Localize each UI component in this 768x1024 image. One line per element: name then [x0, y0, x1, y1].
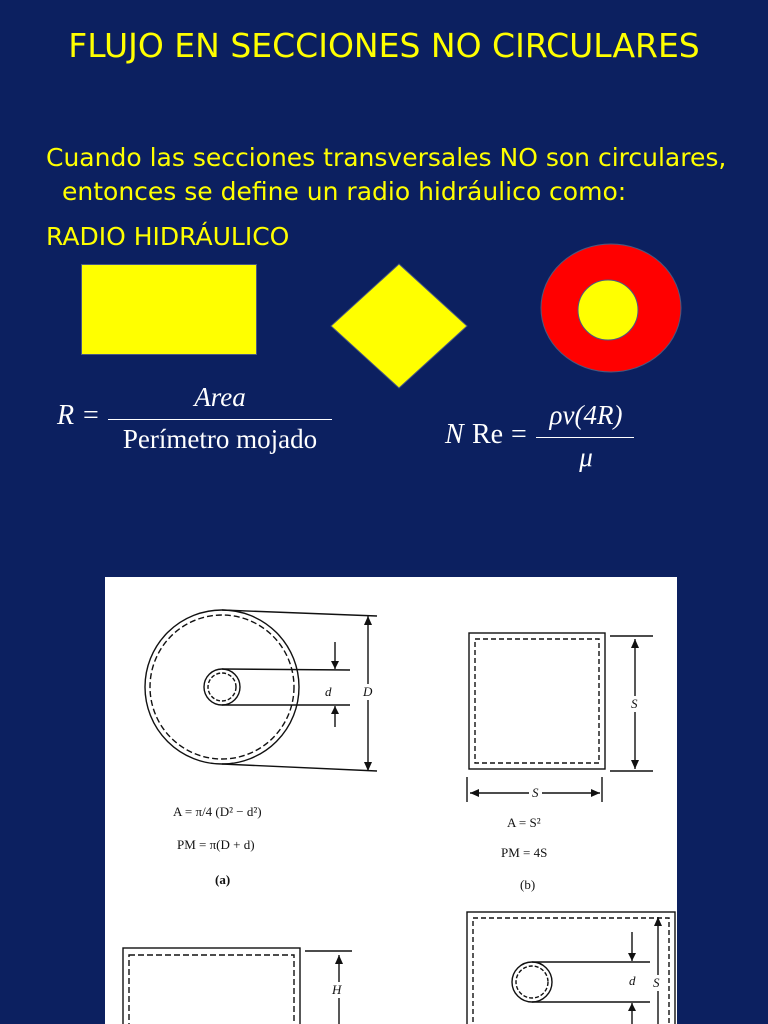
formula-re-fraction-bar	[536, 437, 634, 438]
fig-b-s-side-label: S	[631, 696, 638, 711]
formula-re-numerator: ρv(4R)	[549, 400, 623, 430]
yellow-diamond-shape	[328, 262, 470, 390]
formula-re-equals: =	[511, 419, 527, 450]
fig-a-pm-formula: PM = π(D + d)	[177, 837, 255, 852]
formula-r-numerator: Area	[194, 382, 246, 412]
formula-r-lhs: R	[57, 400, 75, 431]
section-subtitle: RADIO HIDRÁULICO	[46, 222, 290, 251]
formula-r-fraction-bar	[108, 419, 332, 420]
fig-a-d-label: d	[325, 684, 332, 699]
annulus-shape	[539, 242, 683, 374]
fig-d-s-label: S	[653, 975, 660, 990]
fig-a-D-label: D	[363, 684, 373, 699]
fig-b-pm-formula: PM = 4S	[501, 845, 548, 860]
fig-a-area-formula: A = π/4 (D² − d²)	[173, 804, 262, 819]
formula-re-n: N	[445, 419, 464, 450]
formula-re-denominator: μ	[579, 442, 593, 472]
fig-b-area-formula: A = S²	[507, 815, 541, 830]
fig-b-s-bottom-label: S	[529, 785, 542, 801]
cross-sections-drawing	[105, 577, 677, 1024]
fig-c-h-label: H	[332, 982, 342, 997]
intro-line-1: Cuando las secciones transversales NO son circulares,	[46, 143, 727, 172]
formula-r-equals: =	[83, 400, 99, 431]
fig-d-d-label: d	[629, 973, 636, 988]
yellow-rectangle-shape	[81, 264, 257, 355]
formula-r-denominator: Perímetro mojado	[122, 424, 318, 454]
slide-title: FLUJO EN SECCIONES NO CIRCULARES	[68, 26, 700, 65]
cross-sections-figure	[105, 577, 677, 1024]
intro-line-2: entonces se define un radio hidráulico como:	[62, 177, 627, 206]
fig-a-caption: (a)	[215, 872, 231, 887]
fig-b-caption: (b)	[520, 877, 536, 892]
formula-re-re: Re	[472, 419, 504, 450]
